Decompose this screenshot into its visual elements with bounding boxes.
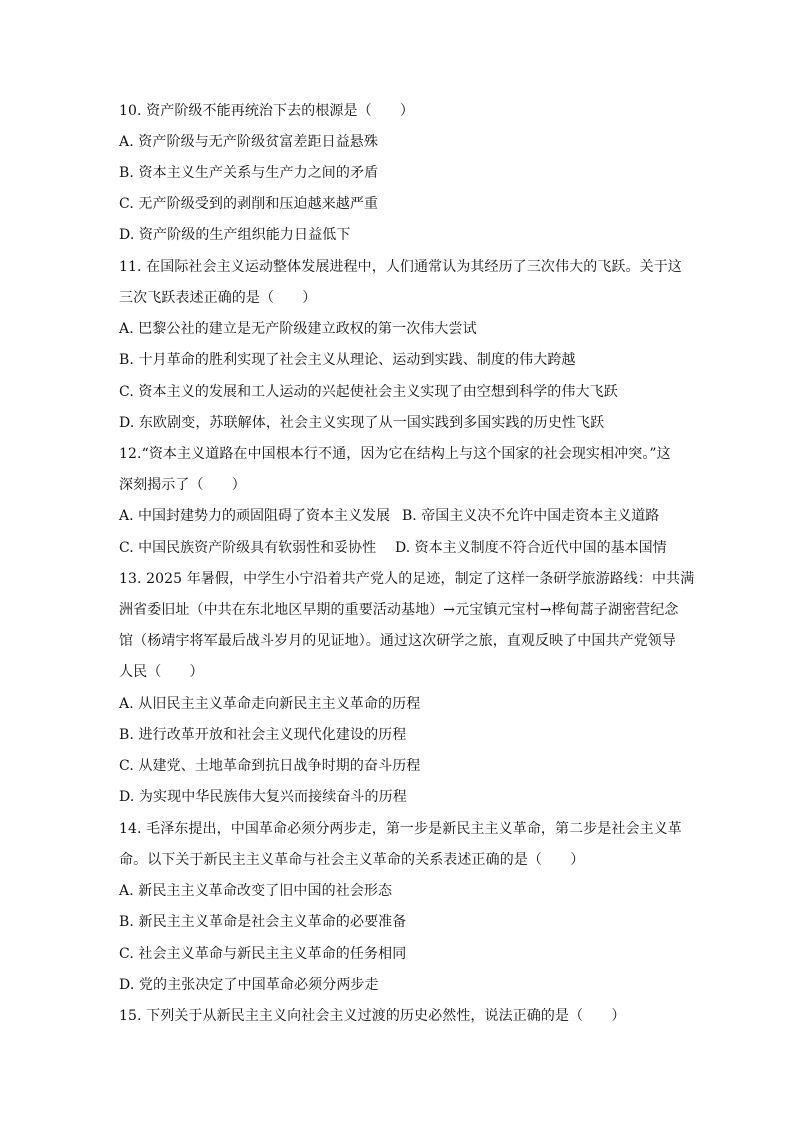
question-13-option-b: B. 进行改革开放和社会主义现代化建设的历程 bbox=[119, 727, 407, 743]
question-13-option-a: A. 从旧民主主义革命走向新民主主义革命的历程 bbox=[119, 696, 421, 712]
question-13-option-d: D. 为实现中华民族伟大复兴而接续奋斗的历程 bbox=[119, 789, 407, 805]
question-13-stem-line-1: 13. 2025 年暑假，中学生小宁沿着共产党人的足迹，制定了这样一条研学旅游路线：中共满 bbox=[119, 571, 695, 587]
question-11-option-a: A. 巴黎公社的建立是无产阶级建立政权的第一次伟大尝试 bbox=[119, 321, 477, 337]
question-10-stem: 10. 资产阶级不能再统治下去的根源是（ ） bbox=[119, 103, 415, 119]
question-14-stem-line-2: 命。以下关于新民主主义革命与社会主义革命的关系表述正确的是（ ） bbox=[119, 852, 585, 868]
question-14-option-a: A. 新民主主义革命改变了旧中国的社会形态 bbox=[119, 883, 393, 899]
question-11-option-c: C. 资本主义的发展和工人运动的兴起使社会主义实现了由空想到科学的伟大飞跃 bbox=[119, 384, 618, 400]
question-14-option-c: C. 社会主义革命与新民主主义革命的任务相同 bbox=[119, 946, 407, 962]
question-14-option-d: D. 党的主张决定了中国革命必须分两步走 bbox=[119, 977, 379, 993]
question-12-option-c: C. 中国民族资产阶级具有软弱性和妥协性 bbox=[119, 540, 377, 556]
question-11-option-d: D. 东欧剧变，苏联解体，社会主义实现了从一国实践到多国实践的历史性飞跃 bbox=[119, 415, 605, 431]
question-13-option-c: C. 从建党、土地革命到抗日战争时期的奋斗历程 bbox=[119, 758, 421, 774]
question-12-option-a: A. 中国封建势力的顽固阻碍了资本主义发展 bbox=[119, 508, 391, 524]
question-10-option-c: C. 无产阶级受到的剥削和压迫越来越严重 bbox=[119, 196, 379, 212]
question-12-stem-line-2: 深刻揭示了（ ） bbox=[119, 477, 246, 493]
question-14-option-b: B. 新民主主义革命是社会主义革命的必要准备 bbox=[119, 914, 407, 930]
question-14-stem-line-1: 14. 毛泽东提出，中国革命必须分两步走，第一步是新民主主义革命，第二步是社会主义革 bbox=[119, 821, 682, 837]
question-15-stem: 15. 下列关于从新民主主义向社会主义过渡的历史必然性，说法正确的是（ ） bbox=[119, 1008, 626, 1024]
question-12-options-row-2 bbox=[119, 537, 679, 559]
question-12-options-row-1 bbox=[119, 505, 679, 527]
question-10-option-b: B. 资本主义生产关系与生产力之间的矛盾 bbox=[119, 165, 379, 181]
question-12-option-b: B. 帝国主义决不允许中国走资本主义道路 bbox=[402, 508, 660, 524]
question-10-option-d: D. 资产阶级的生产组织能力日益低下 bbox=[119, 227, 351, 243]
question-10-option-a: A. 资产阶级与无产阶级贫富差距日益悬殊 bbox=[119, 134, 379, 150]
question-13-stem-line-4: 人民（ ） bbox=[119, 664, 204, 680]
question-12-stem-line-1: 12.“资本主义道路在中国根本行不通，因为它在结构上与这个国家的社会现实相冲突。”这 bbox=[119, 446, 671, 462]
question-11-stem-line-2: 三次飞跃表述正确的是（ ） bbox=[119, 290, 317, 306]
question-13-stem-line-2: 洲省委旧址（中共在东北地区早期的重要活动基地）→元宝镇元宝村→桦甸蒿子湖密营纪念 bbox=[119, 602, 679, 618]
question-13-stem-line-3: 馆（杨靖宇将军最后战斗岁月的见证地）。通过这次研学之旅，直观反映了中国共产党领导 bbox=[119, 633, 676, 649]
question-12-option-d: D. 资本主义制度不符合近代中国的基本国情 bbox=[395, 540, 667, 556]
question-11-stem-line-1: 11. 在国际社会主义运动整体发展进程中，人们通常认为其经历了三次伟大的飞跃。关于这 bbox=[119, 259, 682, 275]
question-11-option-b: B. 十月革命的胜利实现了社会主义从理论、运动到实践、制度的伟大跨越 bbox=[119, 352, 576, 368]
